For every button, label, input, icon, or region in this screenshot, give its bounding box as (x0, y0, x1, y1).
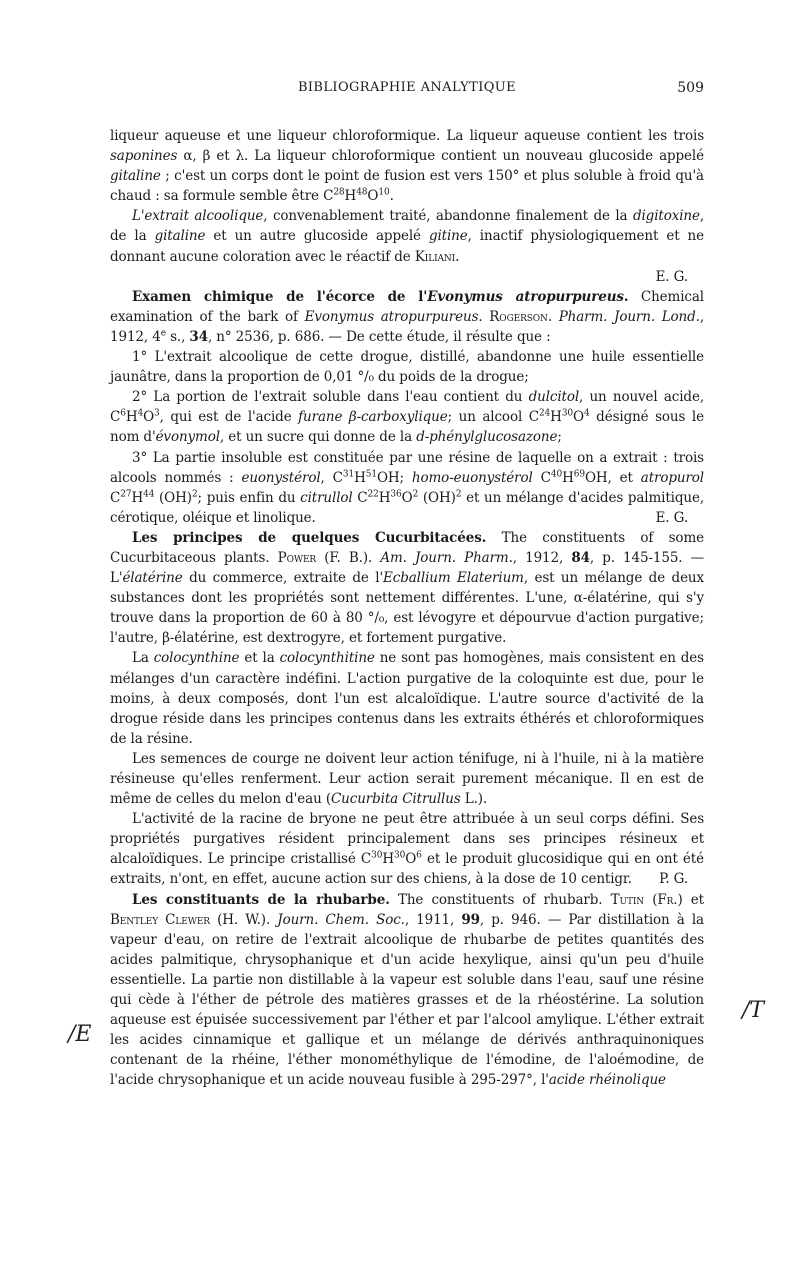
margin-correction-left: /E (68, 1022, 92, 1047)
evonymus-item-1: 1° L'extrait alcoolique de cette drogue, distillé, abandonne une huile essentielle jaunâtre, dans la proportion de 0,01 °/₀ du poids de la drogue; (110, 349, 704, 386)
entry-evonymus: Examen chimique de l'écorce de l'Evonymus atropurpureus. Chemical examination of the bark of Evonymus atropurpureus. Rogerson. Pharm. Journ. Lond., 1912, 4e s., 34, n° 2536, p. 686. — De cette étude, il résulte que : (110, 288, 704, 345)
paragraph-colocynthine: La colocynthine et la colocynthitine ne sont pas homogènes, mais consistent en des mélanges d'un caractère indéfini. L'action purgative de la coloquinte est due, pour le moins, à deux composés, dont l'un est alcaloïdique. L'autre source d'activité de la drogue réside dans les principes contenus dans les extraits éthérés et chloroformiques de la résine. (110, 650, 704, 747)
paragraph-liqueur: liqueur aqueuse et une liqueur chloroformique. La liqueur aqueuse contient les trois saponines α, β et λ. La liqueur chloroformique contient un nouveau glucoside appelé gitaline ; c'est un corps dont le point de fusion est vers 150° et plus soluble à froid qu'à chaud : sa formule semble être $C^{28}H^{48}O^{10}$. (110, 128, 704, 205)
entry-heading-rhubarbe: Les constituants de la rhubarbe. (132, 891, 390, 908)
entry-heading-cucurbitacees: Les principes de quelques Cucurbitacées. (132, 529, 487, 546)
evonymus-item-3: 3° La partie insoluble est constituée par une résine de laquelle on a extrait : trois alcools nommés : euonystérol, $C^{31}H^{51}OH$; homo-euonystérol $C^{40}H^{69}OH$, et atropurol $C^{27}H^{44}$ (OH)$^2$; puis enfin du citrullol $C^{22}H^{36}O^2$ (OH)$^2$ et un mélange d'acides palmitique, cérotique, oléique et linolique. E. G. (110, 448, 704, 528)
paragraph-bryone: L'activité de la racine de bryone ne peut être attribuée à un seul corps défini. Ses propriétés purgatives résident principalement dans ses principes résineux et alcaloïdiques. Le principe cristallisé $C^{30}H^{30}O^6$ et le produit glucosidique qui en ont été extraits, n'ont, en effet, aucune action sur des chiens, à la dose de 10 centigr. P. G. (110, 809, 704, 889)
page-body (110, 126, 704, 1091)
evonymus-item-2: 2° La portion de l'extrait soluble dans l'eau contient du dulcitol, un nouvel acide, $C^6H^4O^3$, qui est de l'acide furane β-carboxylique; un alcool $C^{24}H^{30}O^4$ désigné sous le nom d'évonymol, et un sucre qui donne de la d-phénylglucosazone; (110, 389, 704, 446)
paragraph-semences: Les semences de courge ne doivent leur action ténifuge, ni à l'huile, ni à la matière résineuse qu'elles renferment. Leur action serait purement mécanique. Il en est de même de celles du melon d'eau (Cucurbita Citrullus L.). (110, 750, 704, 808)
signature-eg-2: E. G. (655, 509, 688, 526)
page-number: 509 (677, 80, 704, 96)
margin-correction-right: /T (742, 998, 765, 1023)
entry-cucurbitacees: Les principes de quelques Cucurbitacées. The constituents of some Cucurbitaceous plants. Power (F. B.). Am. Journ. Pharm., 1912, 84, p. 145-155. — L'élatérine du commerce, extraite de l'Ecballium Elaterium, est un mélange de deux substances dont les propriétés sont nettement différentes. L'une, α-élatérine, qui s'y trouve dans la proportion de 60 à 80 °/₀, est lévogyre et dépourvue d'action purgative; l'autre, β-élatérine, est dextrogyre, et fortement purgative. (110, 529, 705, 647)
running-header (110, 80, 704, 104)
entry-heading-evonymus: Examen chimique de l'écorce de l'Evonymus atropurpureus. (132, 288, 629, 305)
header-title: BIBLIOGRAPHIE ANALYTIQUE (297, 80, 517, 95)
entry-rhubarbe: Les constituants de la rhubarbe. The constituents of rhubarb. Tutin (Fr.) et Bentley Clewer (H. W.). Journ. Chem. Soc., 1911, 99, p. 946. — Par distillation à la vapeur d'eau, on retire de l'extrait alcoolique de rhubarbe de petites quantités des acides palmitique, chrysophanique et d'un acide hexylique, ainsi qu'un peu d'huile essentielle. La partie non distillable à la vapeur est soluble dans l'eau, sauf une résine qui cède à l'éther de pétrole des matières grasses et de la rhéostérine. La solution aqueuse est épuisée successivement par l'éther et par l'alcool amylique. L'éther extrait les acides cinnamique et gallique et un mélange de dérivés anthraquinoniques contenant de la rhéine, l'éther monométhylique de l'émodine, de l'aloémodine, de l'acide chrysophanique et un acide nouveau fusible à 295-297°, l'acide rhéinolique (110, 891, 704, 1089)
signature-pg: P. G. (659, 871, 688, 888)
signature-eg-1: E. G. (655, 268, 688, 285)
paragraph-extrait-alcoolique: L'extrait alcoolique, convenablement traité, abandonne finalement de la digitoxine, de la gitaline et un autre glucoside appelé gitine, inactif physiologiquement et ne donnant aucune coloration avec le réactif de Kiliani. (110, 208, 705, 265)
